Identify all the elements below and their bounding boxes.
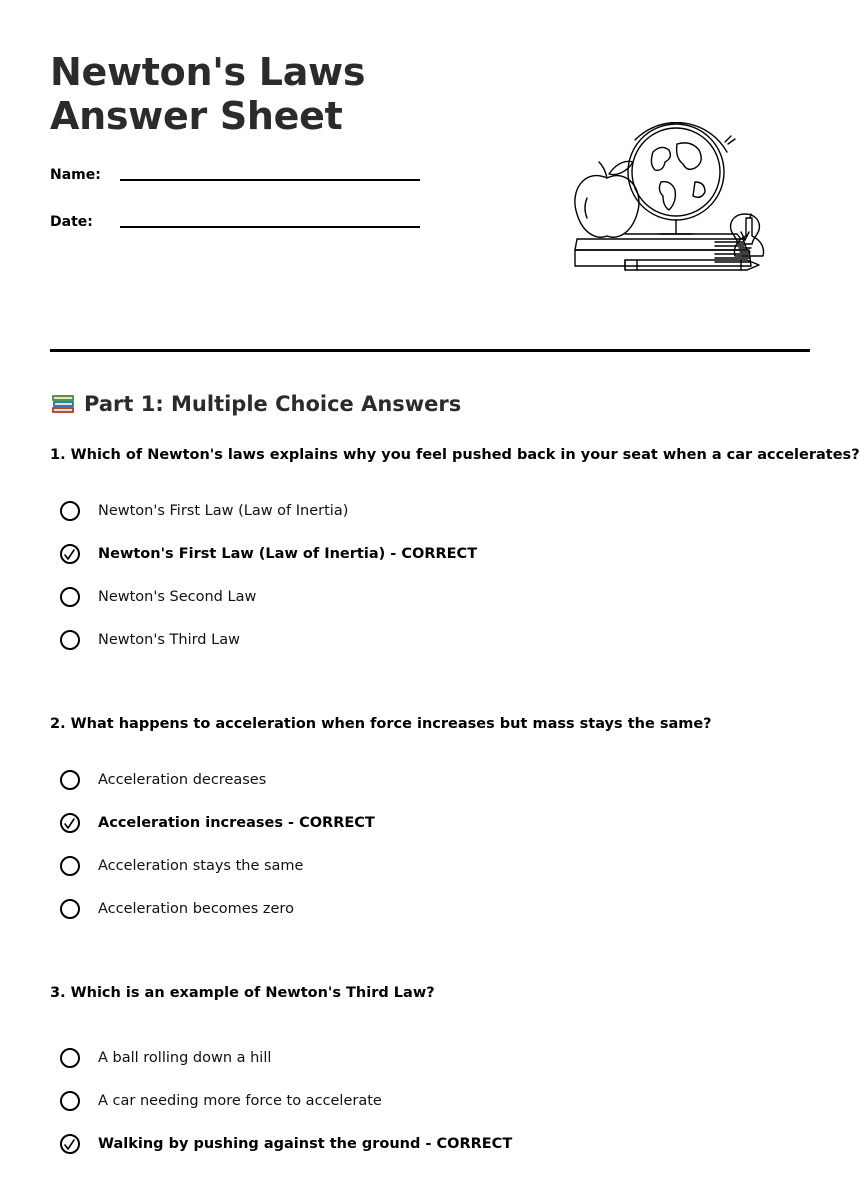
- radio-button[interactable]: [60, 1048, 80, 1068]
- radio-button[interactable]: [60, 587, 80, 607]
- date-label: Date:: [50, 214, 93, 230]
- option-label: Acceleration becomes zero: [98, 901, 294, 917]
- option-label: Acceleration increases - CORRECT: [98, 815, 375, 831]
- option-label: Acceleration stays the same: [98, 858, 304, 874]
- date-field: [50, 214, 420, 238]
- lightbulb-icon: [725, 210, 765, 260]
- radio-button[interactable]: [60, 899, 80, 919]
- question-2: [50, 714, 810, 917]
- checkmark-icon: [62, 1136, 78, 1152]
- option-label: Acceleration decreases: [98, 772, 267, 788]
- radio-button[interactable]: [60, 1091, 80, 1111]
- name-input-line[interactable]: [120, 179, 420, 181]
- option-label: Newton's First Law (Law of Inertia) - CORRECT: [98, 546, 478, 562]
- radio-button[interactable]: [60, 856, 80, 876]
- name-label: Name:: [50, 167, 101, 183]
- radio-button-checked[interactable]: [60, 1134, 80, 1154]
- radio-button[interactable]: [60, 630, 80, 650]
- option-label: A ball rolling down a hill: [98, 1050, 272, 1066]
- radio-button[interactable]: [60, 770, 80, 790]
- question-3: [50, 983, 810, 1152]
- section-divider: [50, 349, 810, 352]
- radio-button-checked[interactable]: [60, 544, 80, 564]
- checkmark-icon: [62, 546, 78, 562]
- question-1: [50, 445, 860, 648]
- radio-button-checked[interactable]: [60, 813, 80, 833]
- page-title: Newton's Laws Answer Sheet: [50, 50, 366, 138]
- option-label: Newton's Second Law: [98, 589, 257, 605]
- question-text: 2. What happens to acceleration when force increases but mass stays the same?: [50, 716, 712, 732]
- question-text: 1. Which of Newton's laws explains why you feel pushed back in your seat when a car accelerates?: [50, 447, 860, 463]
- option-label: A car needing more force to accelerate: [98, 1093, 382, 1109]
- question-text: 3. Which is an example of Newton's Third Law?: [50, 985, 435, 1001]
- option-label: Newton's First Law (Law of Inertia): [98, 503, 349, 519]
- books-icon: [50, 390, 76, 416]
- option-label: Newton's Third Law: [98, 632, 240, 648]
- option-label: Walking by pushing against the ground - CORRECT: [98, 1136, 513, 1152]
- section-title: [50, 389, 461, 419]
- name-field: [50, 167, 420, 191]
- radio-button[interactable]: [60, 501, 80, 521]
- date-input-line[interactable]: [120, 226, 420, 228]
- section-title-text: Part 1: Multiple Choice Answers: [84, 392, 462, 416]
- checkmark-icon: [62, 815, 78, 831]
